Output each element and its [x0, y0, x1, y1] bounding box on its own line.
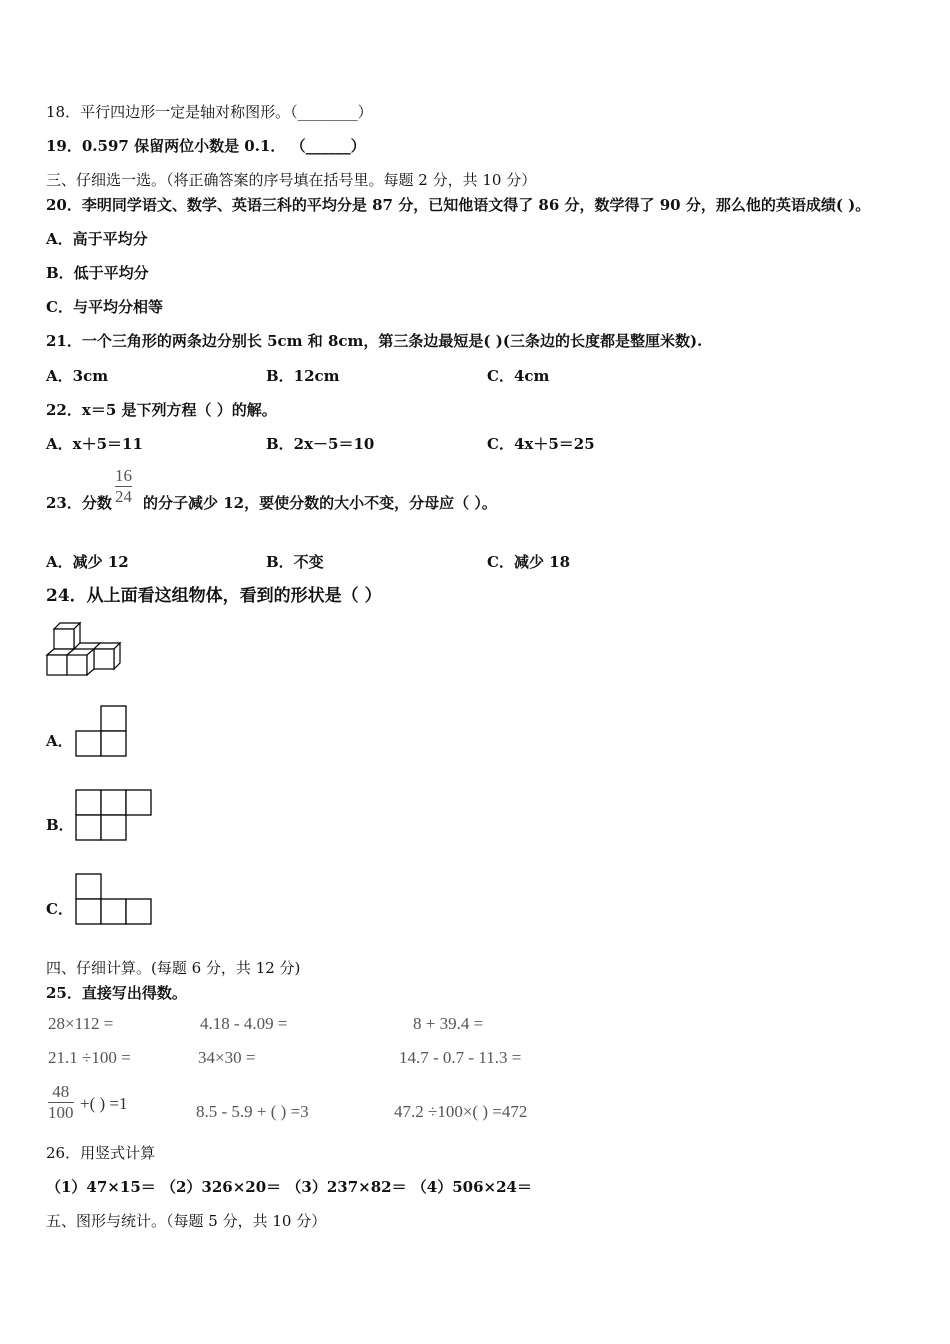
q20-option-c: C．与平均分相等 — [46, 298, 163, 316]
question-22: 22．x＝5 是下列方程（ ）的解。 — [46, 401, 277, 419]
q22-option-c: C．4x＋5＝25 — [487, 435, 595, 453]
question-18: 18．平行四边形一定是轴对称图形。（________） — [46, 103, 373, 121]
q24-option-b: B． — [46, 816, 74, 834]
q24-option-c: C． — [46, 900, 73, 918]
q21-option-a: A．3cm — [46, 367, 109, 385]
q24-option-a-shape — [75, 705, 129, 759]
q24-option-b-shape — [75, 789, 155, 843]
calc-r2-c1: 21.1 ÷100 = — [48, 1048, 131, 1067]
calc-r3-c1: +( ) =1 — [80, 1094, 128, 1113]
q24-option-a: A． — [46, 732, 73, 750]
q23-option-c: C．减少 18 — [487, 553, 571, 571]
calc-r1-c2: 4.18 - 4.09 = — [200, 1014, 288, 1033]
q21-option-c: C．4cm — [487, 367, 550, 385]
section-5-heading: 五、图形与统计。（每题 5 分，共 10 分） — [46, 1212, 327, 1230]
q23-fraction-numerator: 16 — [115, 466, 132, 485]
cube-stack-figure — [44, 618, 124, 676]
calc-r2-c2: 34×30 = — [198, 1048, 256, 1067]
section-4-heading: 四、仔细计算。(每题 6 分，共 12 分) — [46, 959, 301, 977]
q23-option-a: A．减少 12 — [46, 553, 129, 571]
calc-r3-c2: 8.5 - 5.9 + ( ) =3 — [196, 1102, 309, 1121]
q21-option-b: B．12cm — [266, 367, 340, 385]
q22-option-b: B．2x－5＝10 — [266, 435, 375, 453]
section-3-heading: 三、仔细选一选。（将正确答案的序号填在括号里。每题 2 分，共 10 分） — [46, 171, 537, 189]
calc-r1-c3: 8 + 39.4 = — [413, 1014, 484, 1033]
question-19: 19．0.597 保留两位小数是 0.1． （______） — [46, 137, 366, 155]
q22-option-a: A．x＋5＝11 — [46, 435, 143, 453]
calc-r2-c3: 14.7 - 0.7 - 11.3 = — [399, 1048, 522, 1067]
question-21: 21．一个三角形的两条边分别长 5cm 和 8cm，第三条边最短是( )(三条边的长度都是整厘米数). — [46, 332, 703, 350]
question-20: 20．李明同学语文、数学、英语三科的平均分是 87 分，已知他语文得了 86 分，数学得了 90 分，那么他的英语成绩( )。 — [46, 196, 871, 214]
calc-r3-c3: 47.2 ÷100×( ) =472 — [394, 1102, 528, 1121]
calc-r3-fraction — [48, 1082, 74, 1123]
calc-r1-c1: 28×112 = — [48, 1014, 114, 1033]
q23-option-b: B．不变 — [266, 553, 324, 571]
q20-option-b: B．低于平均分 — [46, 264, 149, 282]
calc-r3-fraction-denominator: 100 — [48, 1103, 74, 1122]
question-25: 25．直接写出得数。 — [46, 984, 187, 1002]
q23-suffix: 的分子减少 12，要使分数的大小不变，分母应（ ）。 — [143, 494, 497, 512]
q26-items: （1）47×15＝ （2）326×20＝ （3）237×82＝ （4）506×24＝ — [46, 1178, 532, 1196]
q20-option-a: A．高于平均分 — [46, 230, 148, 248]
q23-fraction-denominator: 24 — [115, 487, 132, 506]
q23-fraction — [115, 466, 132, 507]
q24-option-c-shape — [75, 873, 155, 927]
q23-prefix: 23．分数 — [46, 494, 112, 512]
calc-r3-fraction-numerator: 48 — [52, 1082, 70, 1101]
question-26: 26．用竖式计算 — [46, 1144, 156, 1162]
question-24: 24．从上面看这组物体，看到的形状是（ ） — [46, 586, 382, 606]
